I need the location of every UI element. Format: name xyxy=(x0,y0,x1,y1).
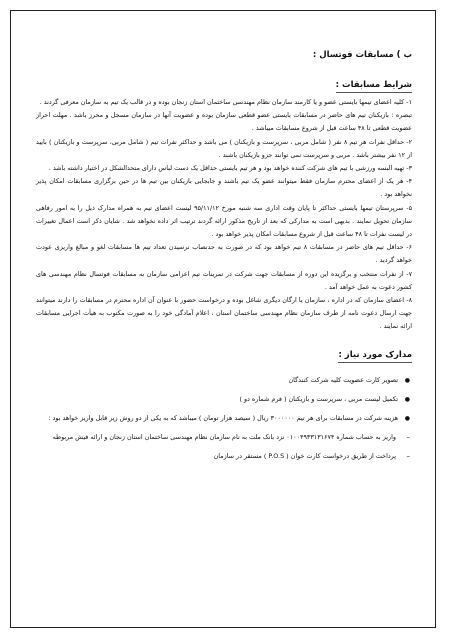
docs-item: ● تکمیل لیست مربی ، سرپرست و بازیکنان ( فرم شماره دو ) xyxy=(36,393,412,406)
condition-item: ۲- حداقل نفرات هر تیم ۸ نفر ( شامل مربی ، سرپرست و بازیکنان ) می باشد و حداکثر نفرات تیم ( شامل مربی، سرپرست و بازیکنان ) بایید از ۱۲ نفر بیشتر باشد . مربی و سرپرست نمی توانند جزو بازیکنان باشند . xyxy=(36,137,413,159)
conditions-title: شرایط مسابقات : xyxy=(336,80,412,93)
condition-item: ۳- تهیه البسه ورزشی با تیم های شرکت کننده خواهد بود و هر تیم بایستی حداقل یک دست لباس دارای متحدالشکل در اختیار داشته باشد . xyxy=(48,164,412,173)
section-title: ب ) مسابقات فوتسال : xyxy=(312,50,412,60)
condition-item: ۱- کلیه اعضای تیمها بایستی عضو و یا کارمند سازمان نظام مهندسی ساختمان استان زنجان بوده و در قالب یک تیم به سازمان معرفی گردند . xyxy=(39,98,412,106)
condition-item: ۷- از نفرات منتخب و برگزیده این دوره از مسابقات جهت شرکت در تمرینات تیم اعزامی سازمان به مسابقات فوتسال نظام مهندسی های کشور دعوت به عمل خواهد آمد . xyxy=(36,269,412,291)
payment-methods-list xyxy=(36,431,412,463)
payment-method-item: – پرداخت از طریق درخواست کارت خوان ( P.O.S ) مستقر در سازمان xyxy=(36,450,412,463)
condition-item: ۴- هر یک از اعضای محترم سازمان فقط میتوانند عضو یک تیم باشند و جابجایی بازیکنان بین تیم ها در حین برگزاری مسابقات امکان پذیر نخواهد بود . xyxy=(36,177,412,199)
docs-list xyxy=(36,374,412,426)
docs-item: ● هزینه شرکت در مسابقات برای هر تیم ۳۰۰۰۰۰۰ ریال ( سیصد هزار تومان ) میباشد که به یکی از دو روش زیر قابل واریز خواهد بود : xyxy=(36,412,412,425)
docs-item: ● تصویر کارت عضویت کلیه شرکت کنندگان xyxy=(36,374,412,387)
condition-item: ۸- اعضای سازمان که در اداره ، سازمان یا ارگان دیگری شاغل بوده و درخواست حضور با عنوان آن اداره محترم در مسابقات را دارند میتوانند جهت ارسال دعوت نامه از طرف سازمان نظام مهندسی ساختمان استان ، اعلام آمادگی خود را به صورت مکتوب به هیأت اجرایی مسابقات ارائه نمایند . xyxy=(36,296,412,331)
condition-item: ۶- حداقل تیم های حاضر در مسابقات ۸ تیم خواهد بود که در صورت به حدنصاب نرسیدن تعداد تیم ها مسابقات لغو و مبالغ واریزی عودت خواهد گردید . xyxy=(36,243,412,265)
condition-item: ۵- سرپرستان تیمها بایستی حداکثر تا پایان وقت اداری سه شنبه مورخ ۹۵/۱۱/۱۲ لیست اعضای تیم به همراه مدارک ذیل را به امور رفاهی سازمان تحویل نمایند . بدیهی است به مدارکی که بعد از تاریخ مذکور ارائه گردند ترتیب اثر داده نخواهد شد . شایان ذکر است اعمال تغییرات در لیست نفرات تا ۴۸ ساعت قبل از شروع مسابقات امکان پذیر خواهد بود . xyxy=(36,203,412,239)
payment-method-item: – واریز به حساب شماره ۰۱۰۰۴۹۳۳۱۳۱۶۷۴ نزد بانک ملت به نام سازمان نظام مهندسی ساختمان استان زنجان و ارائه فیش مربوطه xyxy=(36,431,412,444)
docs-title: مدارک مورد نیاز : xyxy=(338,350,412,363)
document-body xyxy=(36,50,412,470)
conditions-list xyxy=(36,96,412,334)
condition-note: تبصره : بازیکنان تیم های حاضر در مسابقات بایستی عضو قطعی سازمان بوده و عضویت آنها در سازمان مسجل و محرز باشد . مهلت احراز عضویت قطعی تا ۴۸ ساعت قبل از شروع مسابقات میباشد . xyxy=(36,111,412,133)
